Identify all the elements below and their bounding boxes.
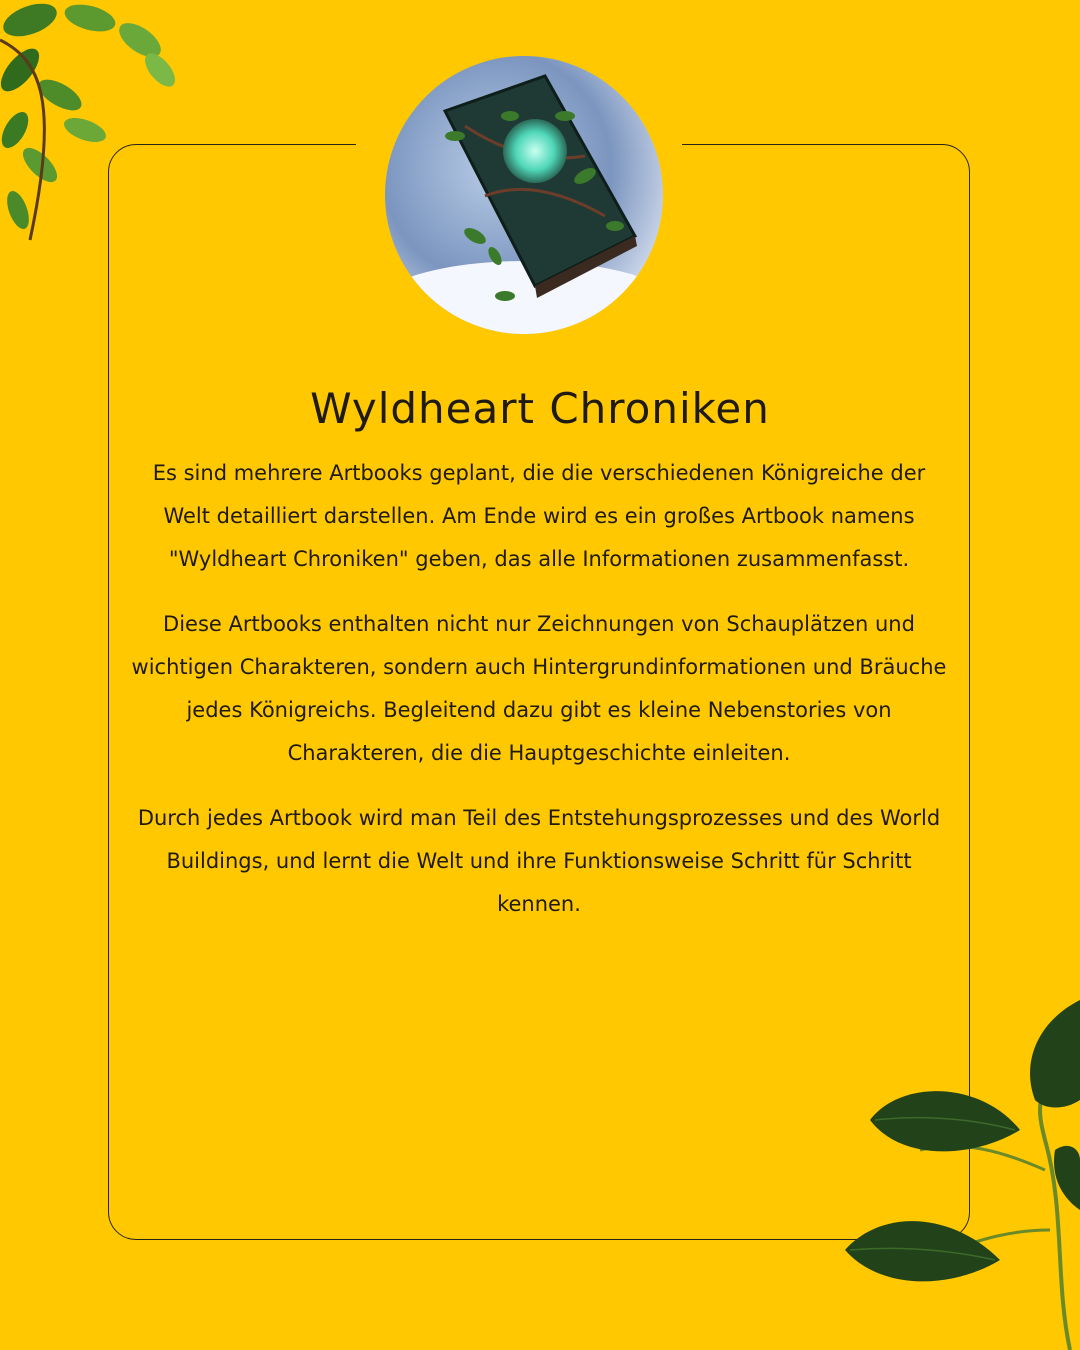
paragraph-2: Diese Artbooks enthalten nicht nur Zeichnungen von Schauplätzen und wichtigen Charakteren, sondern auch Hintergrundinformationen und Bräuche jedes Königreichs. Begleitend dazu gibt es kleine Nebenstories von Charakteren, die die Hauptgeschichte einleiten.	[131, 612, 947, 765]
page-title: Wyldheart Chroniken	[310, 384, 770, 433]
leaf-branch-bottom-right-icon	[840, 1000, 1080, 1350]
description	[128, 452, 950, 948]
paragraph-3: Durch jedes Artbook wird man Teil des Entstehungsprozesses und des World Buildings, und lernt die Welt und ihre Funktionsweise Schritt für Schritt kennen.	[137, 806, 941, 916]
paragraph-1: Es sind mehrere Artbooks geplant, die die verschiedenen Königreiche der Welt detailliert darstellen. Am Ende wird es ein großes Artbook namens "Wyldheart Chroniken" geben, das alle Informationen zusammenfasst.	[152, 461, 926, 571]
book-medallion-image	[385, 56, 663, 334]
